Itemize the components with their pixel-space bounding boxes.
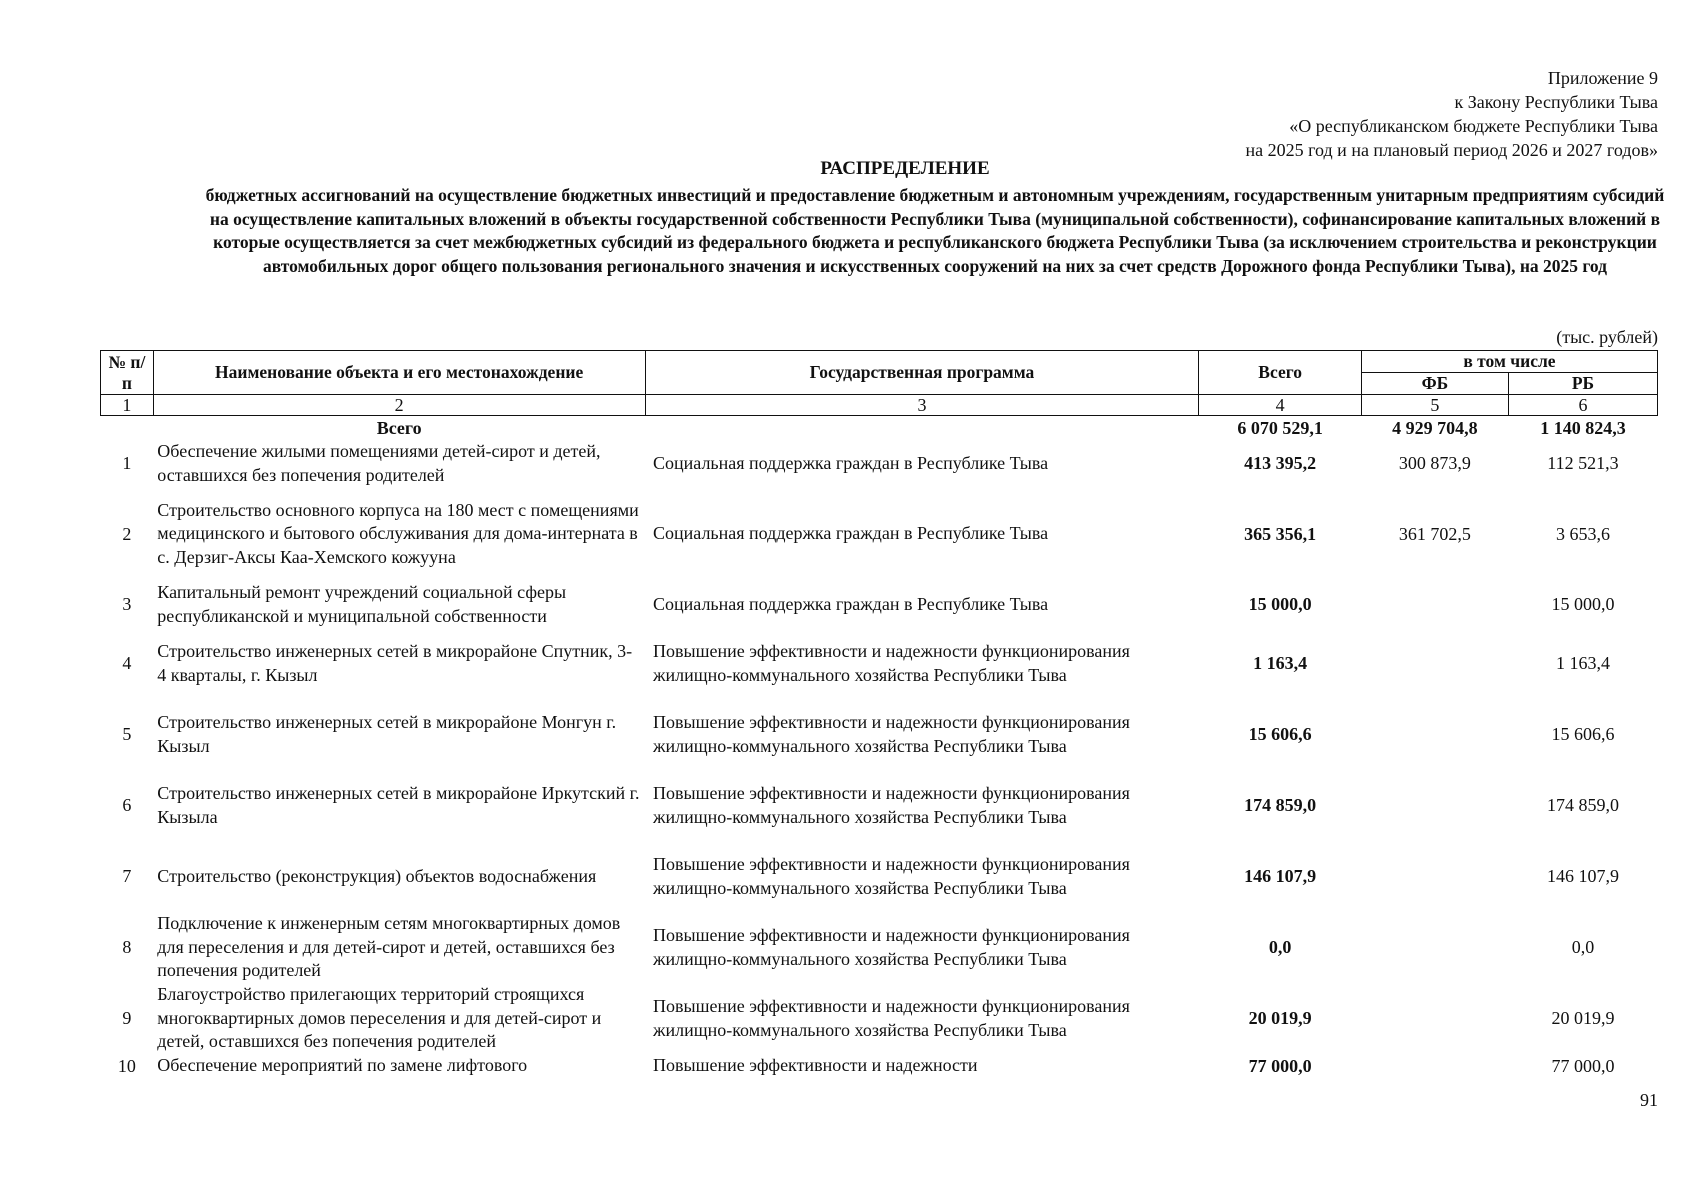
table-row — [101, 487, 1658, 581]
row-number: 10 — [117, 1055, 136, 1076]
table-row — [101, 699, 1658, 770]
table-row — [101, 581, 1658, 628]
row-total: 1 163,4 — [1253, 653, 1308, 673]
row-program: Повышение эффективности и надежности функционирования жилищно-коммунального хозяйства Республики Тыва — [653, 854, 1130, 898]
header-rb: РБ — [1508, 373, 1657, 395]
row-number: 1 — [122, 453, 132, 473]
row-total: 15 606,6 — [1248, 724, 1312, 744]
row-object-name: Строительство инженерных сетей в микрорайоне Монгун г. Кызыл — [157, 712, 617, 756]
row-program: Социальная поддержка граждан в Республике Тыва — [653, 452, 1049, 473]
row-object-name: Капитальный ремонт учреждений социальной сферы республиканской и муниципальной собственности — [157, 582, 567, 626]
col-number: 1 — [101, 395, 154, 416]
row-fb — [1361, 699, 1508, 770]
row-program: Повышение эффективности и надежности функционирования жилищно-коммунального хозяйства Республики Тыва — [653, 712, 1130, 756]
row-rb: 174 859,0 — [1546, 795, 1619, 815]
row-rb: 0,0 — [1571, 937, 1595, 957]
row-fb: 300 873,9 — [1398, 453, 1471, 473]
table-body — [101, 416, 1658, 1079]
table-row — [101, 628, 1658, 699]
row-object-name: Строительство основного корпуса на 180 мест с помещениями медицинского и бытового обслуживания для дома-интерната в с. Дерзиг-Аксы Каа-Хемского кожууна — [157, 499, 639, 567]
table-row — [101, 912, 1658, 983]
total-fb: 4 929 704,8 — [1392, 418, 1478, 438]
budget-table — [100, 350, 1658, 1078]
row-object-name: Обеспечение мероприятий по замене лифтового — [157, 1055, 528, 1076]
row-total: 174 859,0 — [1244, 795, 1317, 815]
header-num: № п/п — [101, 351, 154, 395]
row-fb — [1361, 770, 1508, 841]
appendix-line-2: к Закону Республики Тыва — [1454, 92, 1658, 112]
col-number: 3 — [645, 395, 1199, 416]
row-number: 5 — [122, 724, 132, 744]
row-total: 20 019,9 — [1248, 1008, 1312, 1028]
row-object-name: Обеспечение жилыми помещениями детей-сирот и детей, оставшихся без попечения родителей — [157, 441, 601, 485]
row-object-name: Строительство инженерных сетей в микрорайоне Спутник, 3-4 кварталы, г. Кызыл — [157, 641, 633, 685]
row-rb: 15 606,6 — [1551, 724, 1615, 744]
header-including: в том числе — [1361, 351, 1657, 373]
row-rb: 112 521,3 — [1547, 453, 1619, 473]
row-rb: 1 163,4 — [1555, 653, 1610, 673]
row-program: Повышение эффективности и надежности функционирования жилищно-коммунального хозяйства Республики Тыва — [653, 783, 1130, 827]
document-title: РАСПРЕДЕЛЕНИЕ — [820, 158, 990, 179]
row-program: Повышение эффективности и надежности функционирования жилищно-коммунального хозяйства Республики Тыва — [653, 641, 1130, 685]
row-number: 7 — [122, 866, 132, 886]
row-rb: 3 653,6 — [1555, 523, 1610, 544]
row-fb — [1361, 1054, 1508, 1078]
table-header — [101, 351, 1658, 416]
appendix-line-4: на 2025 год и на плановый период 2026 и 2027 годов» — [1245, 140, 1658, 160]
row-program: Повышение эффективности и надежности — [653, 1055, 978, 1076]
document-subtitle: бюджетных ассигнований на осуществление бюджетных инвестиций и предоставление бюджетным и автономным учреждениям, государственным унитарным предприятиям субсидий на осуществление капитальных вложений в объекты государственной собственности Республики Тыва (муниципальной собственности), софинансирование капитальных вложений в которые осуществляется за счет межбюджетных субсидий из федерального бюджета и республиканского бюджета Республики Тыва (за исключением строительства и реконструкции автомобильных дорог общего пользования регионального значения и искусственных сооружений на них за счет средств Дорожного фонда Республики Тыва), на 2025 год — [205, 185, 1665, 276]
row-number: 2 — [122, 523, 132, 544]
row-fb — [1361, 912, 1508, 983]
header-fb: ФБ — [1361, 373, 1508, 395]
row-total: 77 000,0 — [1248, 1055, 1312, 1076]
row-rb: 77 000,0 — [1551, 1055, 1615, 1076]
appendix-line-3: «О республиканском бюджете Республики Тыва — [1289, 116, 1658, 136]
col-number: 4 — [1199, 395, 1362, 416]
row-total: 146 107,9 — [1244, 866, 1317, 886]
table-row — [101, 983, 1658, 1054]
total-sum: 6 070 529,1 — [1237, 418, 1323, 438]
row-program: Повышение эффективности и надежности функционирования жилищно-коммунального хозяйства Республики Тыва — [653, 925, 1130, 969]
row-rb: 20 019,9 — [1551, 1008, 1615, 1028]
row-fb — [1361, 983, 1508, 1054]
row-number: 9 — [122, 1008, 132, 1028]
header-program: Государственная программа — [645, 351, 1199, 395]
page-number: 91 — [1640, 1090, 1658, 1110]
row-number: 6 — [122, 795, 132, 815]
row-total: 15 000,0 — [1248, 594, 1312, 614]
row-number: 8 — [122, 937, 132, 957]
row-program: Социальная поддержка граждан в Республике Тыва — [653, 523, 1049, 544]
units-label: (тыс. рублей) — [1556, 327, 1658, 347]
row-fb — [1361, 628, 1508, 699]
row-program: Социальная поддержка граждан в Республике Тыва — [653, 593, 1049, 614]
row-fb — [1361, 841, 1508, 912]
col-number: 6 — [1508, 395, 1657, 416]
column-numbers-row — [101, 395, 1658, 416]
row-number: 4 — [122, 653, 132, 673]
row-rb: 15 000,0 — [1551, 594, 1615, 614]
total-label: Всего — [376, 418, 422, 438]
col-number: 2 — [153, 395, 645, 416]
row-number: 3 — [122, 594, 132, 614]
row-object-name: Подключение к инженерным сетям многоквартирных домов для переселения и для детей-сирот и детей, оставшихся без попечения родителей — [157, 913, 621, 981]
appendix-line-1: Приложение 9 — [1547, 68, 1658, 88]
header-name: Наименование объекта и его местонахождение — [153, 351, 645, 395]
row-fb — [1361, 581, 1508, 628]
table-row — [101, 770, 1658, 841]
total-rb: 1 140 824,3 — [1540, 418, 1626, 438]
total-row — [101, 416, 1658, 441]
table-row — [101, 1054, 1658, 1078]
col-number: 5 — [1361, 395, 1508, 416]
appendix-header — [1245, 66, 1658, 162]
row-rb: 146 107,9 — [1546, 866, 1619, 886]
row-program: Повышение эффективности и надежности функционирования жилищно-коммунального хозяйства Республики Тыва — [653, 996, 1130, 1040]
row-object-name: Благоустройство прилегающих территорий строящихся многоквартирных домов переселения и для детей-сирот и детей, оставшихся без попечения родителей — [157, 984, 602, 1052]
row-object-name: Строительство (реконструкция) объектов водоснабжения — [157, 865, 597, 886]
row-total: 0,0 — [1268, 937, 1292, 957]
table-row — [101, 440, 1658, 487]
row-total: 413 395,2 — [1244, 453, 1317, 473]
table-row — [101, 841, 1658, 912]
row-fb: 361 702,5 — [1398, 523, 1471, 544]
row-object-name: Строительство инженерных сетей в микрорайоне Иркутский г. Кызыла — [157, 783, 640, 827]
header-total: Всего — [1199, 351, 1362, 395]
row-total: 365 356,1 — [1244, 523, 1317, 544]
